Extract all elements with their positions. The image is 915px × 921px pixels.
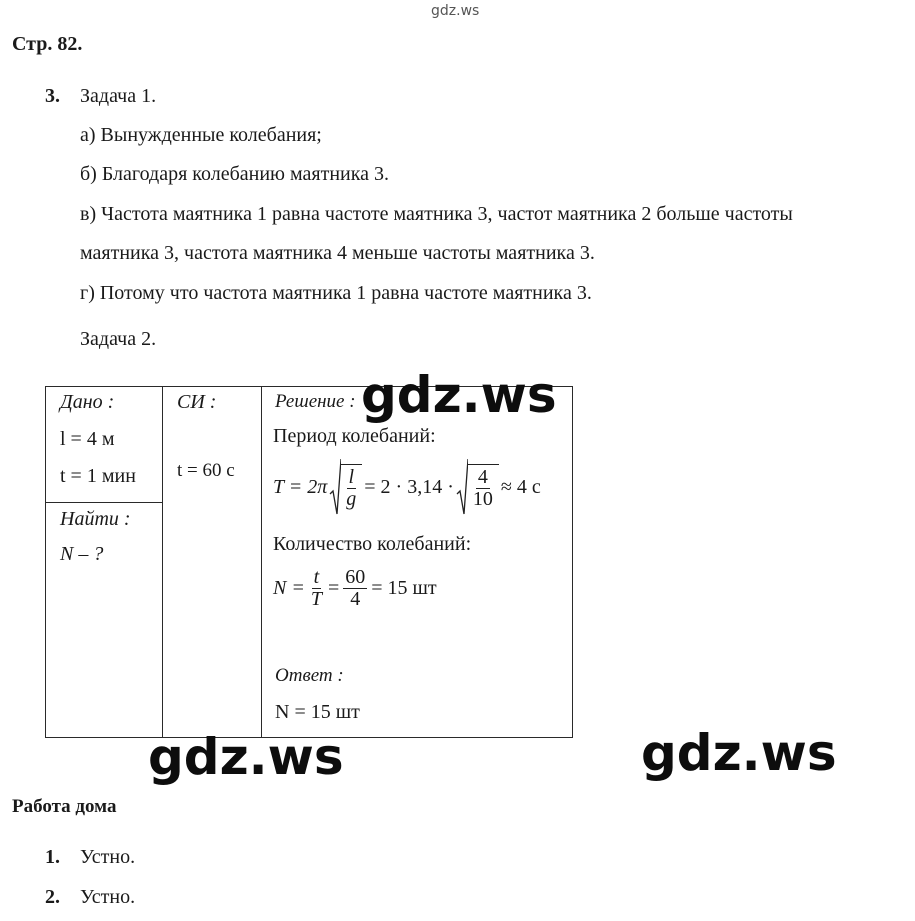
frac-10: 10 [472,488,493,510]
frac-t: t [313,566,320,588]
given-header: Дано : [60,391,115,413]
task1-item-c-line1: в) Частота маятника 1 равна частоте маятника 3, частот маятника 2 больше частоты [80,203,793,225]
frac-g: g [346,488,357,510]
task1-item-b: б) Благодаря колебанию маятника 3. [80,163,390,185]
homework-item-1-text: Устно. [80,846,136,868]
homework-item-1-number: 1. [45,846,60,868]
frac-4b: 4 [350,588,361,610]
task1-item-d: г) Потому что частота маятника 1 равна частоте маятника 3. [80,282,592,304]
task2-title: Задача 2. [80,328,157,350]
solution-header: Решение : [275,391,356,412]
count-eq: = [327,577,340,599]
homework-item-2-text: Устно. [80,886,136,908]
page-heading: Стр. 82. [12,33,83,55]
exercise-number: 3. [45,85,60,107]
find-value: N – ? [60,543,104,565]
task1-item-a: а) Вынужденные колебания; [80,124,322,146]
answer-value: N = 15 шт [275,701,360,723]
sqrt-l-over-g [329,458,362,516]
count-rhs: = 15 шт [371,577,437,599]
period-rhs: ≈ 4 с [500,475,541,498]
count-formula [273,567,437,610]
period-lhs: T = 2π [273,475,328,498]
frac-60: 60 [345,566,366,588]
period-label: Период колебаний: [273,425,436,447]
find-header: Найти : [60,508,131,530]
frac-T: T [310,588,322,610]
homework-item-2-number: 2. [45,886,60,908]
frac-4: 4 [477,466,488,488]
watermark-bottom-left: gdz.ws [148,728,344,786]
period-mid: = 2 · 3,14 · [364,475,454,498]
given-length: l = 4 м [60,428,115,450]
frac-l: l [348,466,355,488]
homework-title: Работа дома [12,796,117,817]
count-label: Количество колебаний: [273,533,472,555]
answer-header: Ответ : [275,665,344,686]
watermark-table: gdz.ws [361,366,557,424]
si-value: t = 60 с [177,460,235,481]
watermark-top: gdz.ws [431,3,480,19]
count-lhs: N = [273,577,305,599]
si-header: СИ : [177,391,217,413]
period-formula [273,458,541,516]
given-time: t = 1 мин [60,465,136,487]
task1-title: Задача 1. [80,85,157,107]
sqrt-4-over-10 [456,458,499,516]
watermark-bottom-right: gdz.ws [641,724,837,782]
task1-item-c-line2: маятника 3, частота маятника 4 меньше частоты маятника 3. [80,242,595,264]
